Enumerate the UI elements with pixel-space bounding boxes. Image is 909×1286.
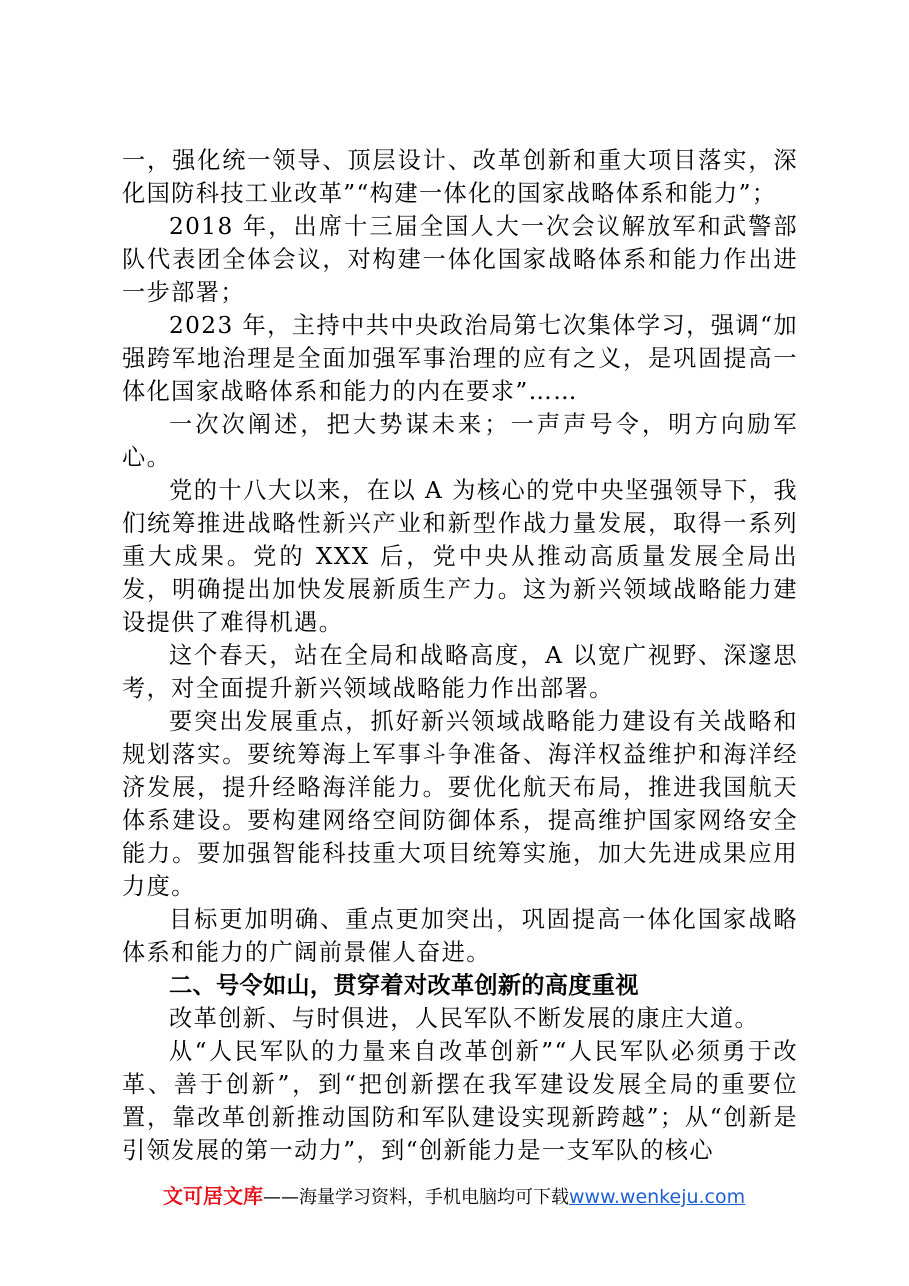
paragraph-5: 党的十八大以来，在以 A 为核心的党中央坚强领导下，我们统筹推进战略性新兴产业和新型作战力量发展，取得一系列重大成果。党的 XXX 后，党中央从推动高质量发展全局出发，明确提出加快发展新质生产力。这为新兴领域战略能力建设提供了难得机遇。	[122, 477, 798, 636]
document-body	[122, 144, 798, 1167]
paragraph-3: 2023 年，主持中共中央政治局第七次集体学习，强调“加强跨军地治理是全面加强军事治理的应有之义，是巩固提高一体化国家战略体系和能力的内在要求”……	[122, 312, 798, 405]
paragraph-10: 从“人民军队的力量来自改革创新”“人民军队必须勇于改革、善于创新”，到“把创新摆在我军建设发展全局的重要位置，靠改革创新推动国防和军队建设实现新跨越”；从“创新是引领发展的第一动力”，到“创新能力是一支军队的核心	[122, 1038, 798, 1164]
paragraph-1: 一，强化统一领导、顶层设计、改革创新和重大项目落实，深化国防科技工业改革”“构建一体化的国家战略体系和能力”；	[122, 147, 798, 207]
paragraph-8: 目标更加明确、重点更加突出，巩固提高一体化国家战略体系和能力的广阔前景催人奋进。	[122, 906, 798, 966]
paragraph-6: 这个春天，站在全局和战略高度，A 以宽广视野、深邃思考，对全面提升新兴领域战略能力作出部署。	[122, 642, 798, 702]
footer-brand: 文可居文库	[163, 1184, 263, 1208]
footer-banner	[163, 1183, 803, 1211]
footer-slogan: ——海量学习资料，手机电脑均可下载	[263, 1187, 569, 1208]
paragraph-9: 改革创新、与时俱进，人民军队不断发展的康庄大道。	[169, 1005, 760, 1032]
paragraph-4: 一次次阐述，把大势谋未来；一声声号令，明方向励军心。	[122, 411, 798, 471]
paragraph-7: 要突出发展重点，抓好新兴领域战略能力建设有关战略和规划落实。要统筹海上军事斗争准备、海洋权益维护和海洋经济发展，提升经略海洋能力。要优化航天布局，推进我国航天体系建设。要构建网络空间防御体系，提高维护国家网络安全能力。要加强智能科技重大项目统筹实施，加大先进成果应用力度。	[122, 708, 798, 900]
section-heading: 二、号令如山，贯穿着对改革创新的高度重视	[169, 972, 639, 999]
paragraph-2: 2018 年，出席十三届全国人大一次会议解放军和武警部队代表团全体会议，对构建一体化国家战略体系和能力作出进一步部署；	[122, 213, 798, 306]
footer-url-link[interactable]: www.wenkeju.com	[569, 1186, 746, 1208]
